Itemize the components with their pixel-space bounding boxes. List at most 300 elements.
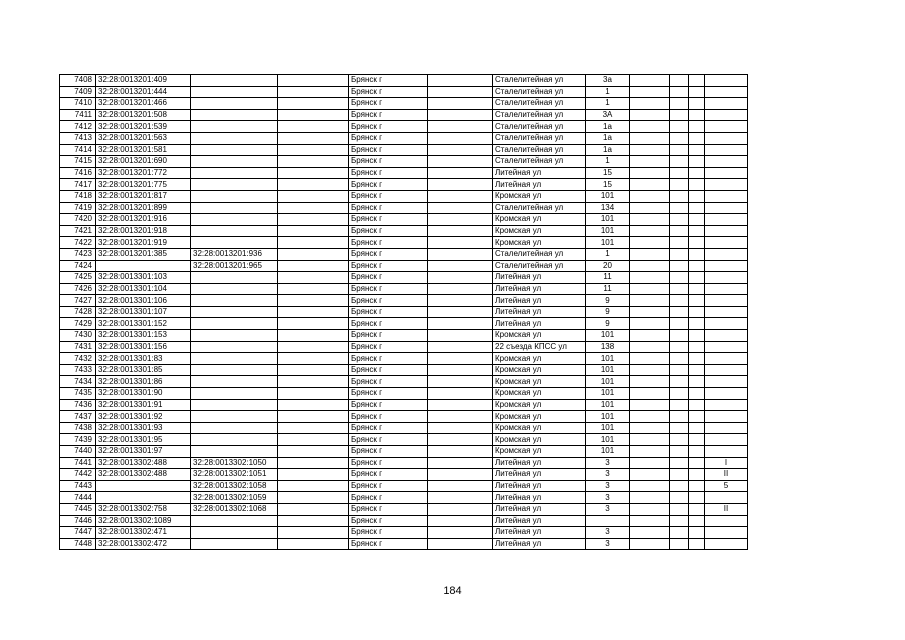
blank-cell-b bbox=[428, 248, 493, 260]
city-cell: Брянск г bbox=[349, 202, 428, 214]
cadastral-number-cell: 32:28:0013201:817 bbox=[96, 190, 191, 202]
blank-cell-b bbox=[428, 364, 493, 376]
blank-cell-e bbox=[689, 503, 705, 515]
page-number: 184 bbox=[443, 585, 462, 597]
street-cell: Сталелитейная ул bbox=[493, 98, 586, 110]
blank-cell-d bbox=[670, 295, 689, 307]
blank-cell-d bbox=[670, 411, 689, 423]
blank-cell-c bbox=[630, 237, 670, 249]
blank-cell-a bbox=[278, 190, 349, 202]
row-number-cell: 7427 bbox=[60, 295, 96, 307]
blank-cell-c bbox=[630, 75, 670, 87]
cadastral-number-2-cell: 32:28:0013302:1051 bbox=[191, 469, 278, 481]
city-cell: Брянск г bbox=[349, 353, 428, 365]
row-number-cell: 7411 bbox=[60, 109, 96, 121]
cadastral-number-2-cell: 32:28:0013302:1050 bbox=[191, 457, 278, 469]
blank-cell-c bbox=[630, 121, 670, 133]
cadastral-number-cell: 32:28:0013302:488 bbox=[96, 469, 191, 481]
cadastral-number-cell: 32:28:0013301:86 bbox=[96, 376, 191, 388]
cadastral-number-cell bbox=[96, 260, 191, 272]
cadastral-number-cell: 32:28:0013201:539 bbox=[96, 121, 191, 133]
blank-cell-b bbox=[428, 538, 493, 550]
blank-cell-b bbox=[428, 295, 493, 307]
table-row bbox=[60, 121, 748, 133]
room-number-cell bbox=[705, 341, 748, 353]
blank-cell-e bbox=[689, 457, 705, 469]
blank-cell-b bbox=[428, 214, 493, 226]
cadastral-number-cell: 32:28:0013201:466 bbox=[96, 98, 191, 110]
blank-cell-e bbox=[689, 330, 705, 342]
cadastral-number-cell: 32:28:0013201:581 bbox=[96, 144, 191, 156]
room-number-cell: II bbox=[705, 469, 748, 481]
city-cell: Брянск г bbox=[349, 225, 428, 237]
cadastral-number-2-cell bbox=[191, 237, 278, 249]
blank-cell-d bbox=[670, 503, 689, 515]
blank-cell-a bbox=[278, 376, 349, 388]
street-cell: Кромская ул bbox=[493, 330, 586, 342]
blank-cell-d bbox=[670, 388, 689, 400]
row-number-cell: 7432 bbox=[60, 353, 96, 365]
row-number-cell: 7430 bbox=[60, 330, 96, 342]
street-cell: Кромская ул bbox=[493, 214, 586, 226]
street-cell: Сталелитейная ул bbox=[493, 109, 586, 121]
street-cell: Литейная ул bbox=[493, 295, 586, 307]
row-number-cell: 7422 bbox=[60, 237, 96, 249]
blank-cell-d bbox=[670, 376, 689, 388]
table-row bbox=[60, 538, 748, 550]
street-cell: Сталелитейная ул bbox=[493, 156, 586, 168]
street-cell: Литейная ул bbox=[493, 503, 586, 515]
row-number-cell: 7433 bbox=[60, 364, 96, 376]
table-row bbox=[60, 457, 748, 469]
row-number-cell: 7412 bbox=[60, 121, 96, 133]
cadastral-number-cell: 32:28:0013201:919 bbox=[96, 237, 191, 249]
house-number-cell: 20 bbox=[586, 260, 630, 272]
blank-cell-e bbox=[689, 75, 705, 87]
blank-cell-d bbox=[670, 248, 689, 260]
room-number-cell bbox=[705, 306, 748, 318]
row-number-cell: 7446 bbox=[60, 515, 96, 527]
cadastral-number-cell: 32:28:0013201:775 bbox=[96, 179, 191, 191]
room-number-cell bbox=[705, 434, 748, 446]
table-row bbox=[60, 144, 748, 156]
blank-cell-c bbox=[630, 144, 670, 156]
cadastral-number-2-cell bbox=[191, 75, 278, 87]
row-number-cell: 7426 bbox=[60, 283, 96, 295]
blank-cell-b bbox=[428, 144, 493, 156]
room-number-cell bbox=[705, 492, 748, 504]
room-number-cell bbox=[705, 121, 748, 133]
blank-cell-d bbox=[670, 538, 689, 550]
room-number-cell bbox=[705, 132, 748, 144]
row-number-cell: 7408 bbox=[60, 75, 96, 87]
blank-cell-a bbox=[278, 86, 349, 98]
blank-cell-b bbox=[428, 330, 493, 342]
blank-cell-c bbox=[630, 492, 670, 504]
city-cell: Брянск г bbox=[349, 295, 428, 307]
cadastral-number-2-cell bbox=[191, 515, 278, 527]
blank-cell-d bbox=[670, 330, 689, 342]
house-number-cell: 101 bbox=[586, 353, 630, 365]
blank-cell-d bbox=[670, 364, 689, 376]
blank-cell-b bbox=[428, 283, 493, 295]
blank-cell-a bbox=[278, 272, 349, 284]
table-row bbox=[60, 156, 748, 168]
room-number-cell bbox=[705, 422, 748, 434]
street-cell: Кромская ул bbox=[493, 446, 586, 458]
city-cell: Брянск г bbox=[349, 422, 428, 434]
row-number-cell: 7444 bbox=[60, 492, 96, 504]
blank-cell-e bbox=[689, 480, 705, 492]
room-number-cell bbox=[705, 399, 748, 411]
table-row bbox=[60, 469, 748, 481]
room-number-cell bbox=[705, 86, 748, 98]
cadastral-number-cell: 32:28:0013302:758 bbox=[96, 503, 191, 515]
city-cell: Брянск г bbox=[349, 330, 428, 342]
street-cell: Литейная ул bbox=[493, 469, 586, 481]
blank-cell-a bbox=[278, 492, 349, 504]
row-number-cell: 7414 bbox=[60, 144, 96, 156]
blank-cell-e bbox=[689, 214, 705, 226]
row-number-cell: 7438 bbox=[60, 422, 96, 434]
blank-cell-c bbox=[630, 330, 670, 342]
house-number-cell: 1 bbox=[586, 248, 630, 260]
row-number-cell: 7415 bbox=[60, 156, 96, 168]
blank-cell-c bbox=[630, 399, 670, 411]
street-cell: Сталелитейная ул bbox=[493, 248, 586, 260]
row-number-cell: 7436 bbox=[60, 399, 96, 411]
cadastral-number-cell bbox=[96, 480, 191, 492]
room-number-cell bbox=[705, 144, 748, 156]
street-cell: Литейная ул bbox=[493, 272, 586, 284]
blank-cell-c bbox=[630, 109, 670, 121]
cadastral-number-2-cell bbox=[191, 179, 278, 191]
blank-cell-b bbox=[428, 260, 493, 272]
blank-cell-e bbox=[689, 538, 705, 550]
blank-cell-c bbox=[630, 364, 670, 376]
row-number-cell: 7429 bbox=[60, 318, 96, 330]
city-cell: Брянск г bbox=[349, 434, 428, 446]
blank-cell-e bbox=[689, 446, 705, 458]
city-cell: Брянск г bbox=[349, 527, 428, 539]
row-number-cell: 7424 bbox=[60, 260, 96, 272]
room-number-cell bbox=[705, 376, 748, 388]
row-number-cell: 7420 bbox=[60, 214, 96, 226]
house-number-cell: 3 bbox=[586, 538, 630, 550]
blank-cell-b bbox=[428, 190, 493, 202]
blank-cell-d bbox=[670, 179, 689, 191]
table-row bbox=[60, 98, 748, 110]
row-number-cell: 7435 bbox=[60, 388, 96, 400]
street-cell: Сталелитейная ул bbox=[493, 121, 586, 133]
cadastral-number-2-cell: 32:28:0013302:1068 bbox=[191, 503, 278, 515]
blank-cell-a bbox=[278, 446, 349, 458]
street-cell: Сталелитейная ул bbox=[493, 75, 586, 87]
blank-cell-b bbox=[428, 109, 493, 121]
city-cell: Брянск г bbox=[349, 190, 428, 202]
cadastral-number-cell bbox=[96, 492, 191, 504]
table-row bbox=[60, 492, 748, 504]
blank-cell-d bbox=[670, 306, 689, 318]
blank-cell-b bbox=[428, 179, 493, 191]
cadastral-number-cell: 32:28:0013201:772 bbox=[96, 167, 191, 179]
blank-cell-c bbox=[630, 341, 670, 353]
blank-cell-a bbox=[278, 248, 349, 260]
table-row bbox=[60, 283, 748, 295]
blank-cell-d bbox=[670, 318, 689, 330]
house-number-cell: 101 bbox=[586, 330, 630, 342]
street-cell: Кромская ул bbox=[493, 399, 586, 411]
table-row bbox=[60, 434, 748, 446]
cadastral-number-cell: 32:28:0013302:472 bbox=[96, 538, 191, 550]
cadastral-number-2-cell: 32:28:0013302:1058 bbox=[191, 480, 278, 492]
blank-cell-c bbox=[630, 202, 670, 214]
room-number-cell bbox=[705, 283, 748, 295]
room-number-cell: II bbox=[705, 503, 748, 515]
house-number-cell: 9 bbox=[586, 295, 630, 307]
row-number-cell: 7416 bbox=[60, 167, 96, 179]
city-cell: Брянск г bbox=[349, 469, 428, 481]
row-number-cell: 7441 bbox=[60, 457, 96, 469]
cadastral-number-cell: 32:28:0013302:488 bbox=[96, 457, 191, 469]
city-cell: Брянск г bbox=[349, 306, 428, 318]
blank-cell-b bbox=[428, 86, 493, 98]
cadastral-number-cell: 32:28:0013201:508 bbox=[96, 109, 191, 121]
house-number-cell: 101 bbox=[586, 434, 630, 446]
room-number-cell bbox=[705, 353, 748, 365]
city-cell: Брянск г bbox=[349, 214, 428, 226]
cadastral-number-2-cell bbox=[191, 202, 278, 214]
cadastral-number-2-cell bbox=[191, 306, 278, 318]
cadastral-number-2-cell bbox=[191, 376, 278, 388]
street-cell: Сталелитейная ул bbox=[493, 86, 586, 98]
blank-cell-b bbox=[428, 237, 493, 249]
blank-cell-d bbox=[670, 527, 689, 539]
blank-cell-e bbox=[689, 306, 705, 318]
blank-cell-b bbox=[428, 121, 493, 133]
blank-cell-d bbox=[670, 283, 689, 295]
house-number-cell: 3 bbox=[586, 480, 630, 492]
house-number-cell: 15 bbox=[586, 167, 630, 179]
blank-cell-d bbox=[670, 132, 689, 144]
row-number-cell: 7421 bbox=[60, 225, 96, 237]
room-number-cell bbox=[705, 388, 748, 400]
cadastral-number-cell: 32:28:0013301:107 bbox=[96, 306, 191, 318]
house-number-cell: 3а bbox=[586, 75, 630, 87]
cadastral-number-2-cell bbox=[191, 538, 278, 550]
city-cell: Брянск г bbox=[349, 538, 428, 550]
room-number-cell bbox=[705, 272, 748, 284]
blank-cell-b bbox=[428, 98, 493, 110]
street-cell: Кромская ул bbox=[493, 422, 586, 434]
blank-cell-a bbox=[278, 179, 349, 191]
blank-cell-e bbox=[689, 272, 705, 284]
house-number-cell: 3А bbox=[586, 109, 630, 121]
blank-cell-a bbox=[278, 260, 349, 272]
cadastral-number-2-cell bbox=[191, 330, 278, 342]
cadastral-number-2-cell bbox=[191, 411, 278, 423]
blank-cell-e bbox=[689, 190, 705, 202]
table-row bbox=[60, 364, 748, 376]
blank-cell-c bbox=[630, 446, 670, 458]
table-row bbox=[60, 306, 748, 318]
blank-cell-a bbox=[278, 214, 349, 226]
room-number-cell bbox=[705, 330, 748, 342]
row-number-cell: 7417 bbox=[60, 179, 96, 191]
cadastral-number-2-cell bbox=[191, 144, 278, 156]
blank-cell-d bbox=[670, 202, 689, 214]
blank-cell-a bbox=[278, 399, 349, 411]
table-row bbox=[60, 446, 748, 458]
street-cell: 22 съезда КПСС ул bbox=[493, 341, 586, 353]
house-number-cell: 134 bbox=[586, 202, 630, 214]
room-number-cell bbox=[705, 75, 748, 87]
city-cell: Брянск г bbox=[349, 248, 428, 260]
blank-cell-c bbox=[630, 225, 670, 237]
blank-cell-b bbox=[428, 132, 493, 144]
cadastral-number-2-cell bbox=[191, 86, 278, 98]
table-row bbox=[60, 422, 748, 434]
blank-cell-e bbox=[689, 98, 705, 110]
blank-cell-e bbox=[689, 202, 705, 214]
cadastral-number-2-cell bbox=[191, 527, 278, 539]
blank-cell-e bbox=[689, 527, 705, 539]
street-cell: Сталелитейная ул bbox=[493, 202, 586, 214]
cadastral-number-cell: 32:28:0013301:97 bbox=[96, 446, 191, 458]
blank-cell-b bbox=[428, 469, 493, 481]
blank-cell-e bbox=[689, 341, 705, 353]
blank-cell-e bbox=[689, 388, 705, 400]
blank-cell-b bbox=[428, 446, 493, 458]
table-row bbox=[60, 190, 748, 202]
blank-cell-d bbox=[670, 237, 689, 249]
blank-cell-e bbox=[689, 318, 705, 330]
blank-cell-d bbox=[670, 75, 689, 87]
blank-cell-b bbox=[428, 527, 493, 539]
blank-cell-e bbox=[689, 86, 705, 98]
house-number-cell: 11 bbox=[586, 283, 630, 295]
blank-cell-b bbox=[428, 202, 493, 214]
house-number-cell: 101 bbox=[586, 190, 630, 202]
city-cell: Брянск г bbox=[349, 167, 428, 179]
room-number-cell bbox=[705, 167, 748, 179]
blank-cell-a bbox=[278, 341, 349, 353]
blank-cell-c bbox=[630, 260, 670, 272]
cadastral-number-2-cell bbox=[191, 353, 278, 365]
house-number-cell: 101 bbox=[586, 388, 630, 400]
blank-cell-c bbox=[630, 469, 670, 481]
blank-cell-a bbox=[278, 109, 349, 121]
cadastral-number-2-cell bbox=[191, 109, 278, 121]
cadastral-number-2-cell bbox=[191, 283, 278, 295]
city-cell: Брянск г bbox=[349, 86, 428, 98]
house-number-cell: 101 bbox=[586, 399, 630, 411]
street-cell: Кромская ул bbox=[493, 434, 586, 446]
room-number-cell bbox=[705, 214, 748, 226]
cadastral-number-cell: 32:28:0013301:153 bbox=[96, 330, 191, 342]
blank-cell-d bbox=[670, 399, 689, 411]
room-number-cell bbox=[705, 109, 748, 121]
city-cell: Брянск г bbox=[349, 121, 428, 133]
house-number-cell: 3 bbox=[586, 492, 630, 504]
city-cell: Брянск г bbox=[349, 283, 428, 295]
house-number-cell: 11 bbox=[586, 272, 630, 284]
blank-cell-b bbox=[428, 306, 493, 318]
table-row bbox=[60, 295, 748, 307]
cadastral-number-cell: 32:28:0013301:156 bbox=[96, 341, 191, 353]
cadastral-number-2-cell bbox=[191, 225, 278, 237]
blank-cell-d bbox=[670, 469, 689, 481]
house-number-cell: 3 bbox=[586, 469, 630, 481]
table-row bbox=[60, 167, 748, 179]
blank-cell-e bbox=[689, 144, 705, 156]
blank-cell-c bbox=[630, 538, 670, 550]
blank-cell-c bbox=[630, 190, 670, 202]
blank-cell-e bbox=[689, 364, 705, 376]
city-cell: Брянск г bbox=[349, 179, 428, 191]
row-number-cell: 7431 bbox=[60, 341, 96, 353]
cadastral-number-2-cell: 32:28:0013302:1059 bbox=[191, 492, 278, 504]
cadastral-number-2-cell bbox=[191, 156, 278, 168]
street-cell: Литейная ул bbox=[493, 480, 586, 492]
cadastral-number-2-cell bbox=[191, 364, 278, 376]
table-row bbox=[60, 399, 748, 411]
blank-cell-c bbox=[630, 388, 670, 400]
blank-cell-d bbox=[670, 144, 689, 156]
street-cell: Кромская ул bbox=[493, 411, 586, 423]
blank-cell-d bbox=[670, 260, 689, 272]
cadastral-number-cell: 32:28:0013301:91 bbox=[96, 399, 191, 411]
blank-cell-e bbox=[689, 225, 705, 237]
room-number-cell bbox=[705, 318, 748, 330]
blank-cell-c bbox=[630, 214, 670, 226]
blank-cell-a bbox=[278, 364, 349, 376]
blank-cell-b bbox=[428, 492, 493, 504]
blank-cell-e bbox=[689, 109, 705, 121]
blank-cell-d bbox=[670, 457, 689, 469]
row-number-cell: 7437 bbox=[60, 411, 96, 423]
house-number-cell: 1а bbox=[586, 144, 630, 156]
blank-cell-c bbox=[630, 376, 670, 388]
row-number-cell: 7447 bbox=[60, 527, 96, 539]
blank-cell-b bbox=[428, 422, 493, 434]
street-cell: Кромская ул bbox=[493, 376, 586, 388]
table-row bbox=[60, 503, 748, 515]
table-row bbox=[60, 515, 748, 527]
cadastral-number-cell: 32:28:0013301:92 bbox=[96, 411, 191, 423]
blank-cell-d bbox=[670, 214, 689, 226]
cadastral-number-cell: 32:28:0013301:85 bbox=[96, 364, 191, 376]
table-row bbox=[60, 75, 748, 87]
street-cell: Литейная ул bbox=[493, 527, 586, 539]
blank-cell-d bbox=[670, 272, 689, 284]
blank-cell-c bbox=[630, 318, 670, 330]
blank-cell-a bbox=[278, 515, 349, 527]
table-row bbox=[60, 411, 748, 423]
blank-cell-a bbox=[278, 98, 349, 110]
house-number-cell: 101 bbox=[586, 376, 630, 388]
cadastral-number-cell: 32:28:0013201:409 bbox=[96, 75, 191, 87]
blank-cell-e bbox=[689, 156, 705, 168]
table-row bbox=[60, 132, 748, 144]
blank-cell-b bbox=[428, 399, 493, 411]
blank-cell-b bbox=[428, 353, 493, 365]
room-number-cell bbox=[705, 98, 748, 110]
blank-cell-a bbox=[278, 167, 349, 179]
cadastral-number-2-cell bbox=[191, 341, 278, 353]
house-number-cell: 101 bbox=[586, 214, 630, 226]
cadastral-number-cell: 32:28:0013201:385 bbox=[96, 248, 191, 260]
